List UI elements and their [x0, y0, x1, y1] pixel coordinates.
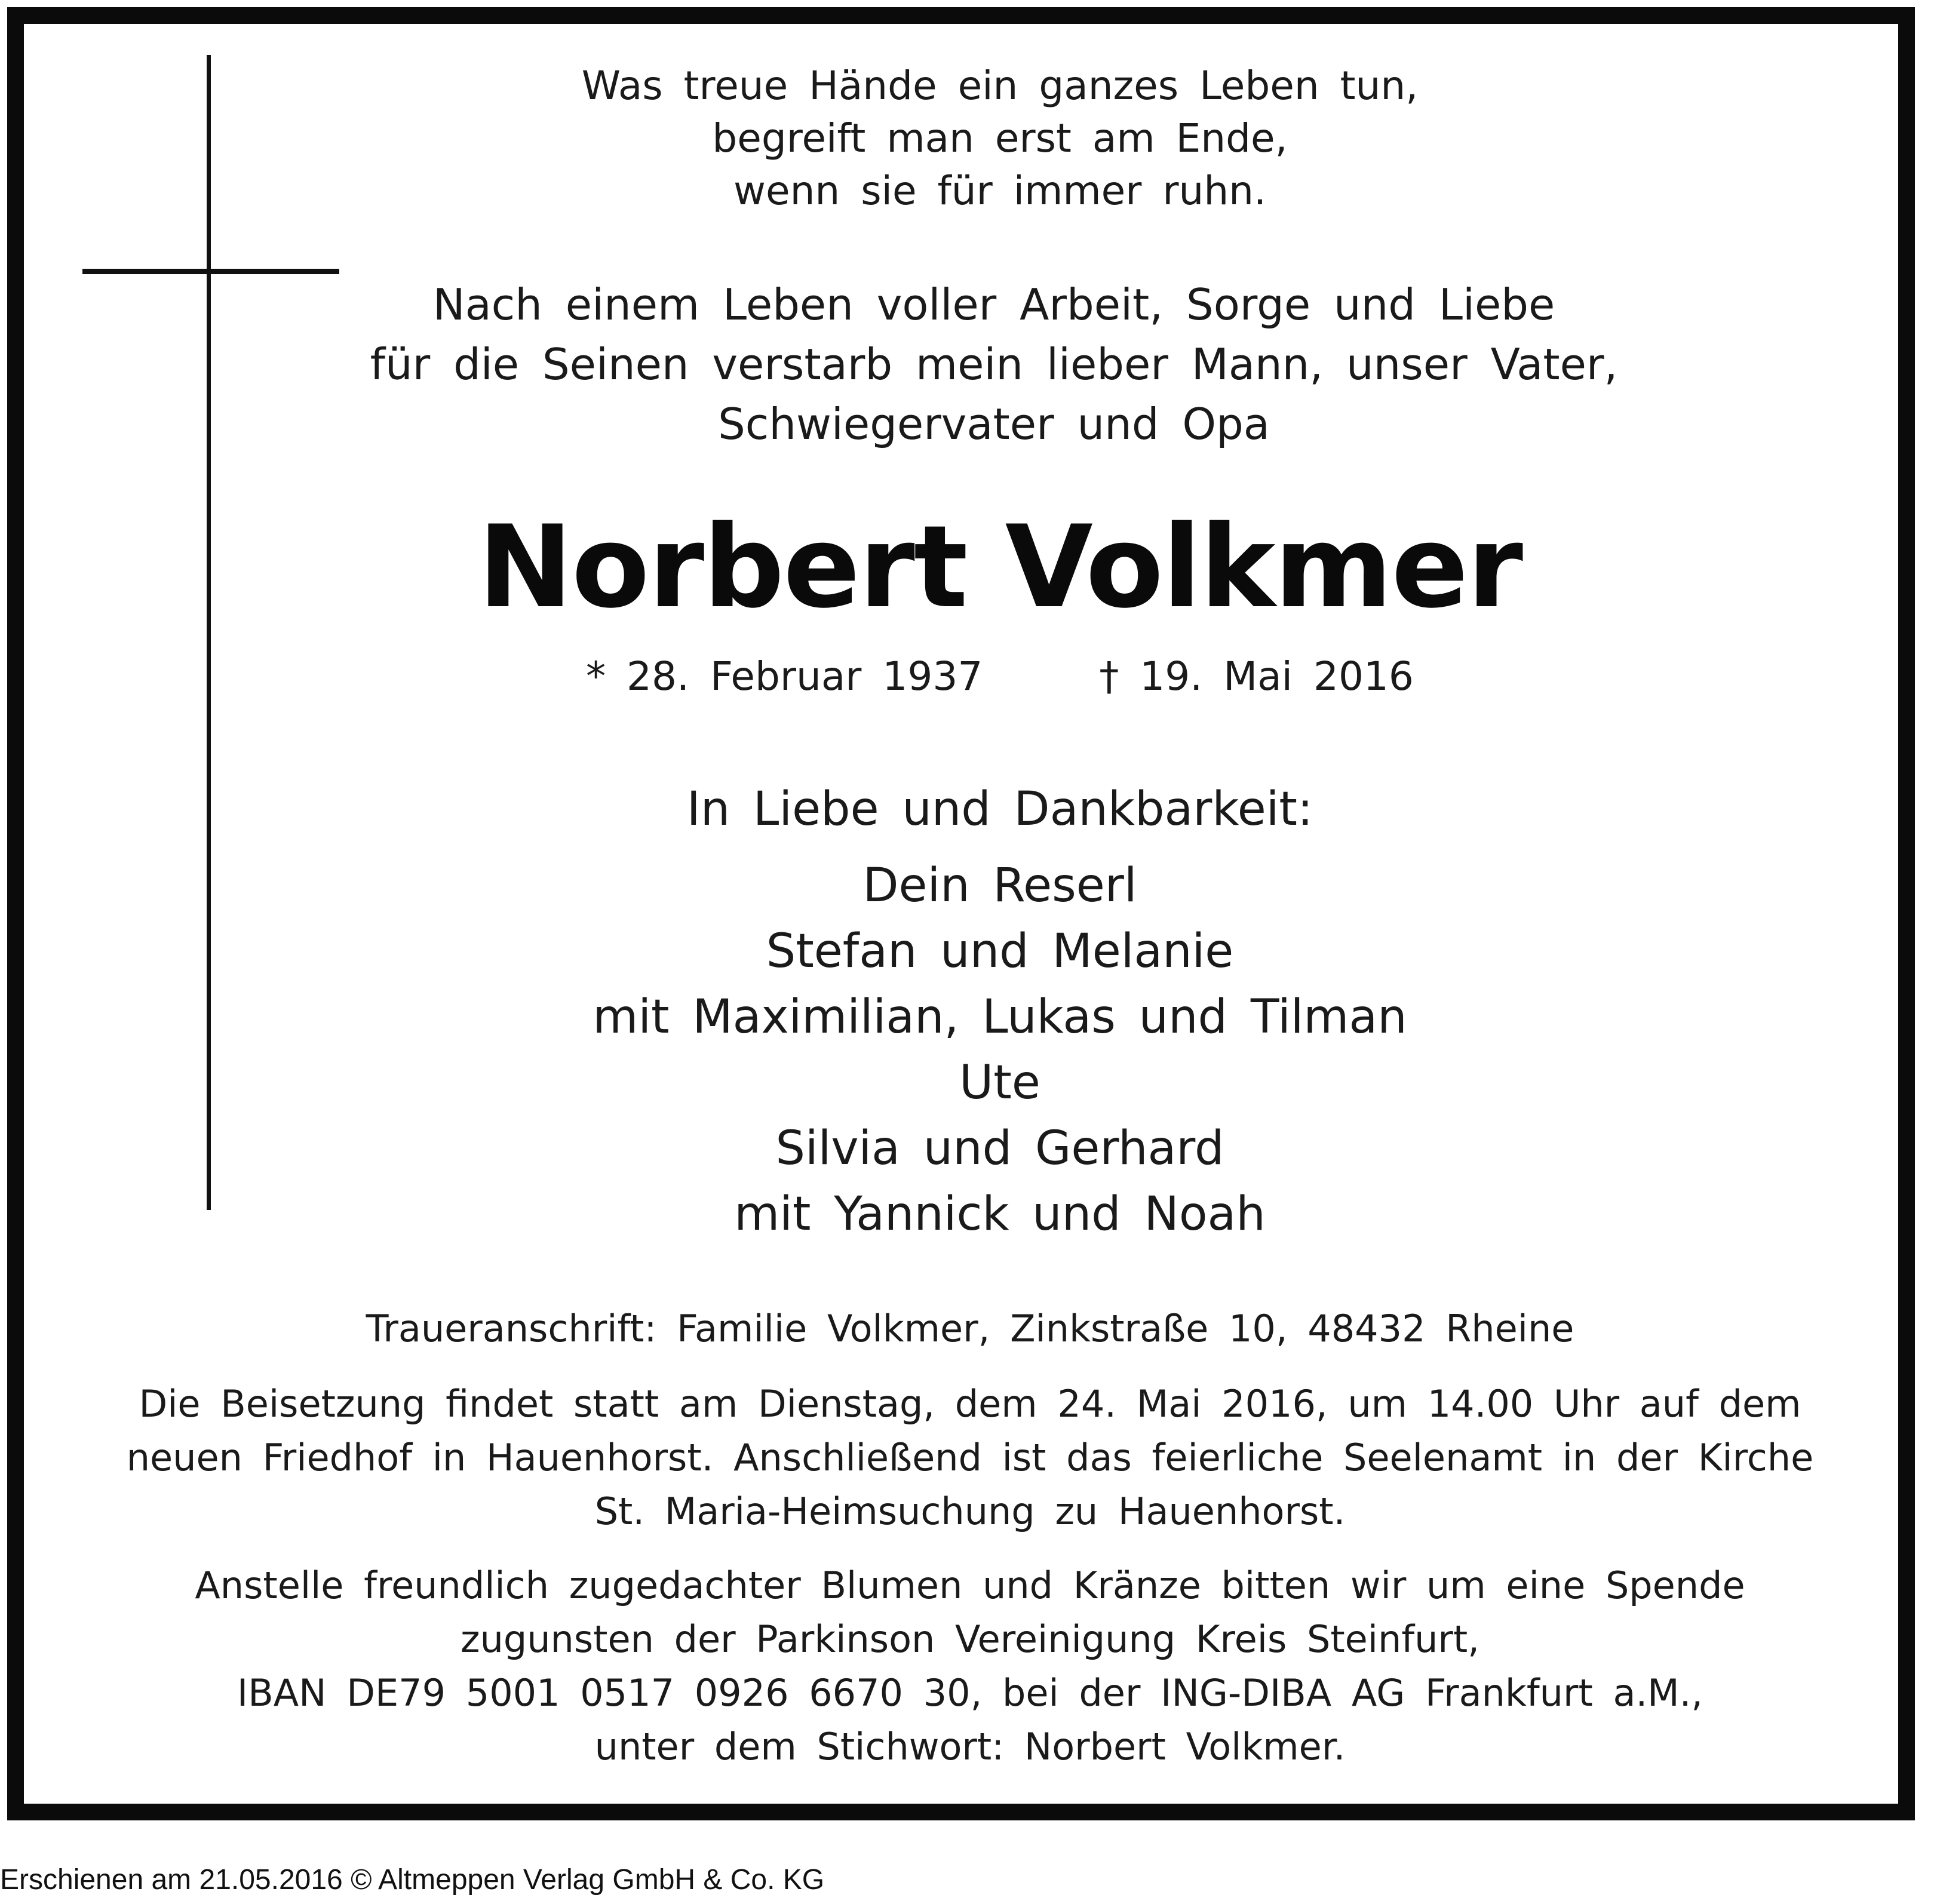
cross-icon-horizontal-bar	[82, 269, 339, 274]
deceased-name: Norbert Volkmer	[477, 501, 1522, 633]
death-date: † 19. Mai 2016	[1099, 653, 1414, 699]
birth-date: * 28. Februar 1937	[586, 653, 983, 699]
mourners-block	[358, 776, 1641, 1247]
funeral-line: St. Maria-Heimsuchung zu Hauenhorst.	[594, 1490, 1346, 1533]
donation-line: IBAN DE79 5001 0517 0926 6670 30, bei der ING-DIBA AG Frankfurt a.M.,	[237, 1671, 1703, 1715]
intro-block	[299, 275, 1689, 454]
mourner-line: Stefan und Melanie	[766, 925, 1234, 978]
verse-line: begreift man erst am Ende,	[712, 115, 1288, 161]
funeral-line: neuen Friedhof in Hauenhorst. Anschließend ist das feierliche Seelenamt in der Kirche	[126, 1436, 1814, 1479]
mourner-line: mit Maximilian, Lukas und Tilman	[593, 990, 1407, 1044]
mourner-line: Ute	[959, 1056, 1040, 1110]
donation-line: Anstelle freundlich zugedachter Blumen und Kränze bitten wir um eine Spende	[195, 1564, 1745, 1607]
intro-line: Nach einem Leben voller Arbeit, Sorge und Liebe	[432, 280, 1555, 330]
mourners-heading: In Liebe und Dankbarkeit:	[686, 782, 1313, 836]
donation-line: unter dem Stichwort: Norbert Volkmer.	[594, 1725, 1346, 1768]
publication-footer: Erschienen am 21.05.2016 © Altmeppen Verlag GmbH & Co. KG	[0, 1864, 825, 1896]
funeral-notice	[108, 1377, 1832, 1538]
intro-line: für die Seinen verstarb mein lieber Mann, unser Vater,	[370, 339, 1618, 389]
mourner-line: mit Yannick und Noah	[734, 1187, 1266, 1241]
donation-line: zugunsten der Parkinson Vereinigung Kreis Steinfurt,	[461, 1617, 1479, 1661]
life-dates	[358, 650, 1641, 704]
intro-line: Schwiegervater und Opa	[718, 399, 1270, 449]
mourner-line: Silvia und Gerhard	[775, 1122, 1224, 1175]
verse-line: Was treue Hände ein ganzes Leben tun,	[581, 63, 1419, 109]
cross-icon-vertical-bar	[207, 55, 211, 1210]
verse-block	[358, 60, 1641, 217]
mourning-address: Traueranschrift: Familie Volkmer, Zinkstraße 10, 48432 Rheine	[366, 1307, 1574, 1350]
donation-notice	[155, 1559, 1785, 1774]
verse-line: wenn sie für immer ruhn.	[733, 168, 1266, 214]
funeral-line: Die Beisetzung findet statt am Dienstag, dem 24. Mai 2016, um 14.00 Uhr auf dem	[139, 1382, 1801, 1426]
mourner-line: Dein Reserl	[862, 859, 1137, 913]
